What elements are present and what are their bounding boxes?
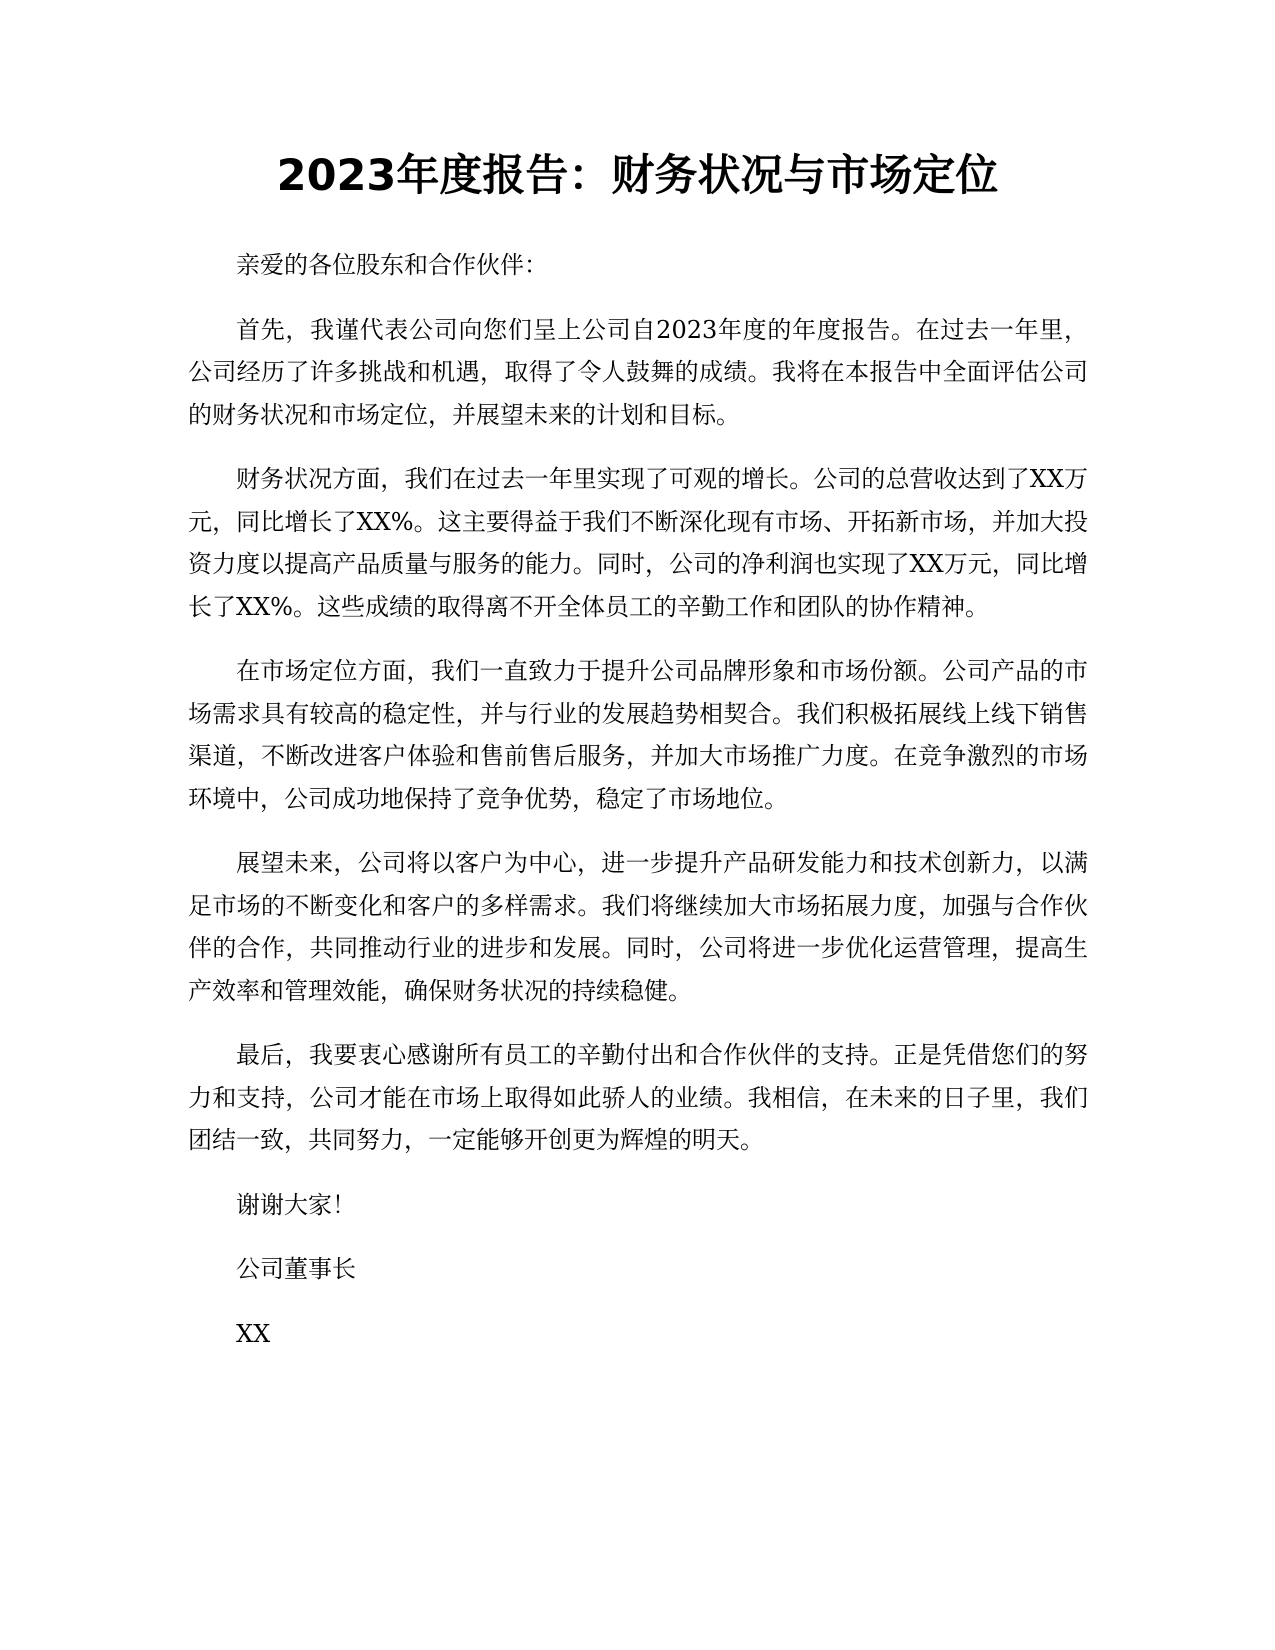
paragraph-market: 在市场定位方面，我们一直致力于提升公司品牌形象和市场份额。公司产品的市场需求具有较高的稳定性，并与行业的发展趋势相契合。我们积极拓展线上线下销售渠道，不断改进客户体验和售前售后服务，并加大市场推广力度。在竞争激烈的市场环境中，公司成功地保持了竞争优势，稳定了市场地位。 xyxy=(188,657,1088,813)
paragraph-financial: 财务状况方面，我们在过去一年里实现了可观的增长。公司的总营收达到了XX万元，同比增长了XX%。这主要得益于我们不断深化现有市场、开拓新市场，并加大投资力度以提高产品质量与服务的能力。同时，公司的净利润也实现了XX万元，同比增长了XX%。这些成绩的取得离不开全体员工的辛勤工作和团队的协作精神。 xyxy=(188,465,1088,621)
signature-name: XX xyxy=(236,1319,271,1348)
closing: 谢谢大家！ xyxy=(236,1190,356,1219)
signature-title: 公司董事长 xyxy=(236,1255,356,1283)
document-body xyxy=(188,244,1088,1377)
paragraph-intro: 首先，我谨代表公司向您们呈上公司自2023年度的年度报告。在过去一年里，公司经历了许多挑战和机遇，取得了令人鼓舞的成绩。我将在本报告中全面评估公司的财务状况和市场定位，并展望未来的计划和目标。 xyxy=(188,315,1088,429)
paragraph-outlook: 展望未来，公司将以客户为中心，进一步提升产品研发能力和技术创新力，以满足市场的不断变化和客户的多样需求。我们将继续加大市场拓展力度，加强与合作伙伴的合作，共同推动行业的进步和发展。同时，公司将进一步优化运营管理，提高生产效率和管理效能，确保财务状况的持续稳健。 xyxy=(188,849,1088,1005)
document-title: 2023年度报告：财务状况与市场定位 xyxy=(276,151,999,201)
greeting: 亲爱的各位股东和合作伙伴： xyxy=(236,251,548,279)
paragraph-thanks: 最后，我要衷心感谢所有员工的辛勤付出和合作伙伴的支持。正是凭借您们的努力和支持，公司才能在市场上取得如此骄人的业绩。我相信，在未来的日子里，我们团结一致，共同努力，一定能够开创更为辉煌的明天。 xyxy=(188,1041,1088,1154)
